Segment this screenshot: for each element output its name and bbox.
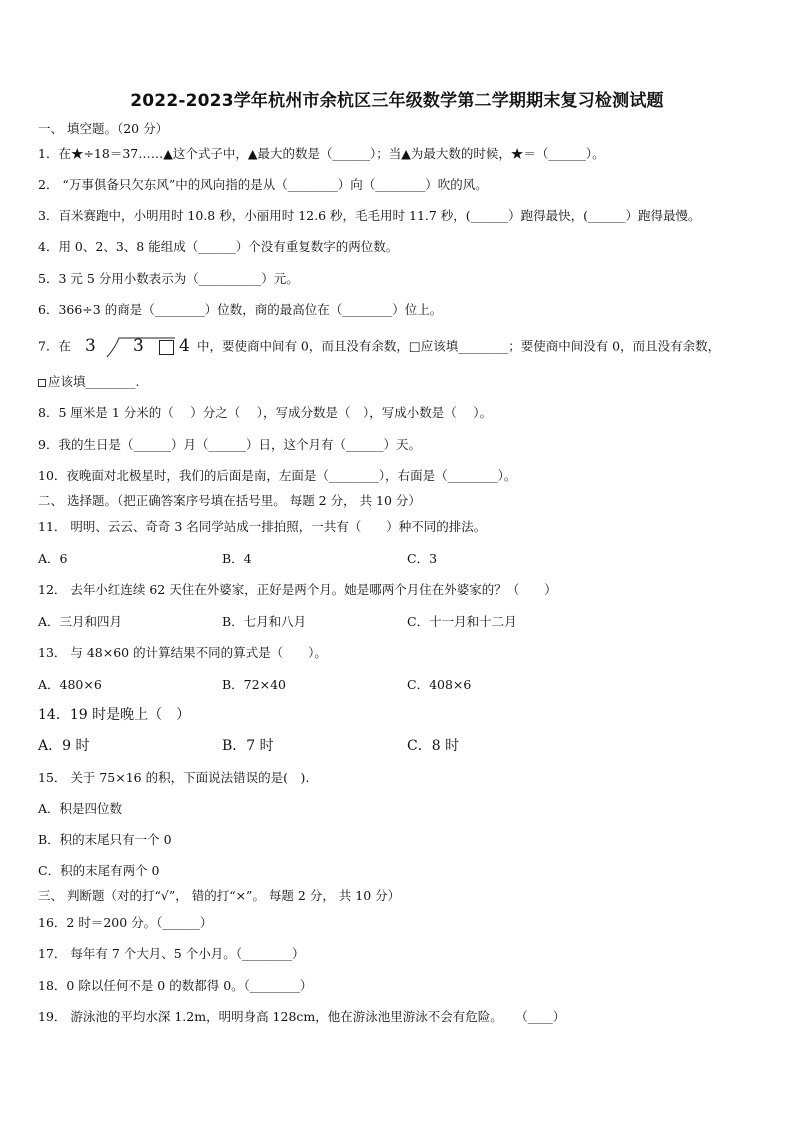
option-a: A．三月和四月 (38, 614, 123, 629)
option-c: C．积的末尾有两个 0 (38, 863, 160, 878)
option-a: A．6 (38, 551, 68, 566)
option-c: C．十一月和十二月 (407, 614, 517, 629)
divisor: 3 (84, 336, 96, 356)
option-c: C．8 时 (407, 738, 460, 754)
question-7-text: 中，要使商中间有 0，而且没有余数，□应该填________；要使商中间没有 0，而且没有余数， (196, 338, 721, 354)
exam-title: 2022-2023学年杭州市余杭区三年级数学第二学期期末复习检测试题 (130, 91, 664, 111)
question-3: 3．百米赛跑中，小明用时 10.8 秒，小丽用时 12.6 秒，毛毛用时 11.7 秒，(______）跑得最快，(______）跑得最慢。 (38, 208, 701, 223)
option-c: C．408×6 (407, 677, 472, 692)
question-2: 2． “万事俱备只欠东风”中的风向指的是从（________）向（________）吹的风。 (38, 177, 488, 192)
blank-digit-box (159, 340, 174, 355)
question-12: 12． 去年小红连续 62 天住在外婆家，正好是两个月。她是哪两个月住在外婆家的？（ ） (38, 582, 557, 597)
question-17: 17． 每年有 7 个大月、5 个小月。（________） (38, 946, 305, 961)
section-fill-blank: 一、 填空题。（20 分） (38, 121, 169, 136)
option-a: A．480×6 (38, 677, 102, 692)
dividend-digit-1: 3 (132, 336, 144, 356)
option-b: B．72×40 (222, 677, 286, 692)
question-4: 4．用 0、2、3、8 能组成（______）个没有重复数字的两位数。 (38, 239, 399, 254)
question-7 (38, 336, 770, 358)
question-7-continued: 应该填________. (38, 373, 770, 391)
question-16: 16．2 时＝200 分。（______） (38, 915, 213, 930)
question-14: 14．19 时是晚上（ ） (38, 707, 191, 723)
option-c: C．3 (407, 551, 438, 566)
option-a: A．积是四位数 (38, 801, 123, 816)
question-8: 8．5 厘米是 1 分米的（ ）分之（ ），写成分数是（ ），写成小数是（ ）。 (38, 405, 492, 420)
question-18: 18．0 除以任何不是 0 的数都得 0。（________） (38, 978, 313, 993)
option-b: B．4 (222, 551, 252, 566)
section-choice: 二、 选择题。（把正确答案序号填在括号里。 每题 2 分， 共 10 分） (38, 493, 421, 508)
question-7-prefix: 7．在 (38, 338, 71, 354)
question-15: 15． 关于 75×16 的积，下面说法错误的是( ). (38, 770, 310, 785)
question-9: 9．我的生日是（______）月（______）日，这个月有（______）天。 (38, 437, 421, 452)
question-19: 19． 游泳池的平均水深 1.2m，明明身高 128cm，他在游泳池里游泳不会有危险。 （____） (38, 1009, 566, 1024)
section-judgment: 三、 判断题（对的打“√”， 错的打“×”。 每题 2 分， 共 10 分） (38, 888, 401, 903)
question-6: 6．366÷3 的商是（________）位数，商的最高位在（________）位上。 (38, 302, 443, 317)
dividend-digit-3: 4 (178, 336, 190, 356)
blank-square-icon (38, 379, 46, 387)
question-11: 11． 明明、云云、奇奇 3 名同学站成一排拍照，一共有（ ）种不同的排法。 (38, 519, 487, 534)
long-division-figure (75, 336, 193, 358)
question-1: 1．在★÷18＝37……▲这个式子中，▲最大的数是（______）；当▲为最大数的时候，★＝（______）。 (38, 146, 605, 161)
option-a: A．9 时 (38, 738, 90, 754)
option-b: B．七月和八月 (222, 614, 307, 629)
question-5: 5．3 元 5 分用小数表示为（__________）元。 (38, 271, 299, 286)
question-10: 10．夜晚面对北极星时，我们的后面是南，左面是（________），右面是（________）。 (38, 468, 517, 483)
question-13: 13． 与 48×60 的计算结果不同的算式是（ ）。 (38, 645, 327, 660)
option-b: B．积的末尾只有一个 0 (38, 832, 172, 847)
option-b: B．7 时 (222, 738, 274, 754)
